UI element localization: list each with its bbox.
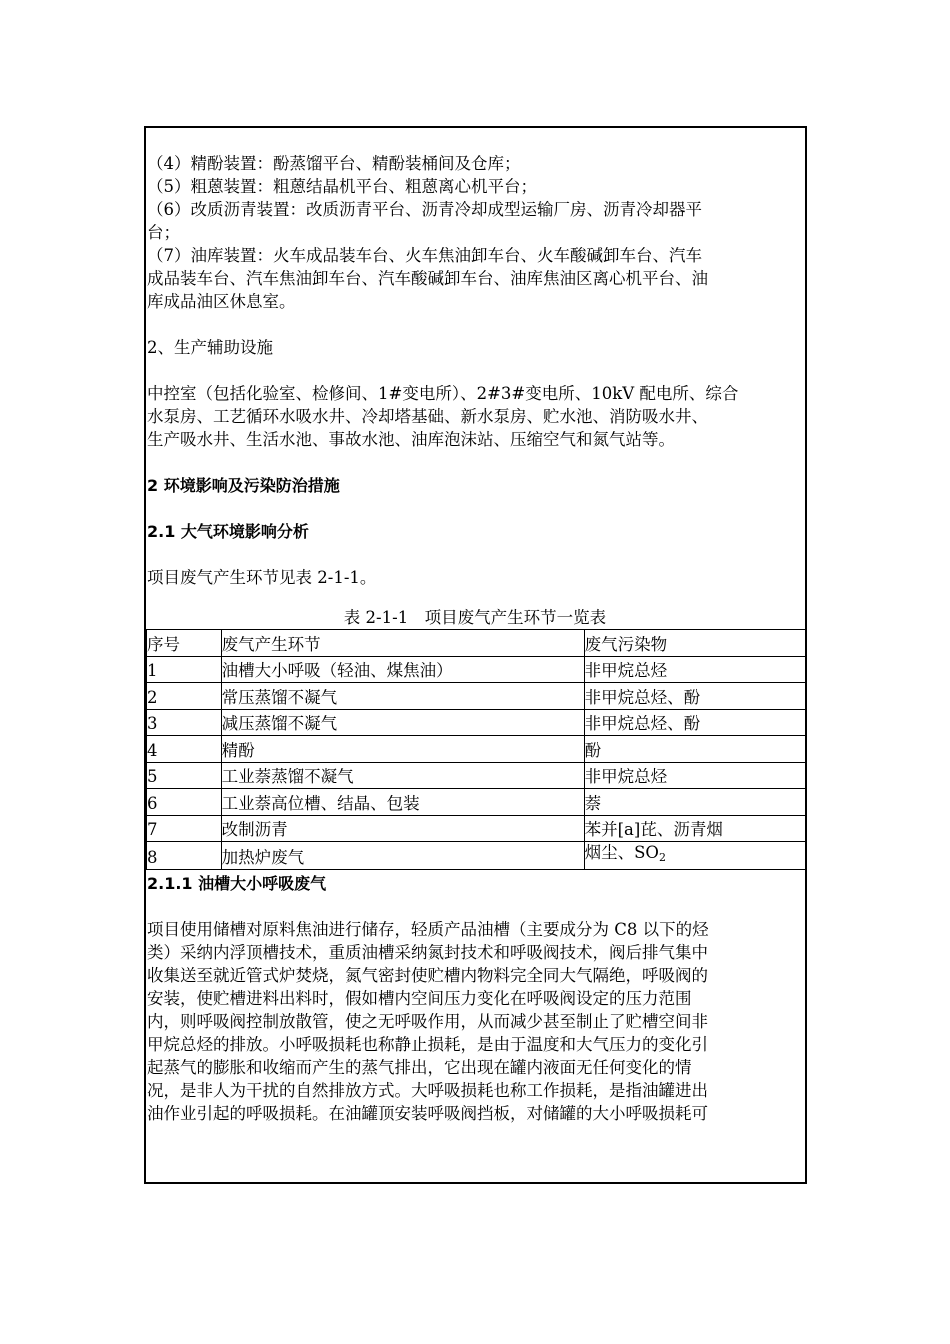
table-row — [147, 762, 806, 789]
aux-facilities-heading: 2、生产辅助设施 — [147, 338, 273, 357]
table-cell: 精酚 — [221, 736, 584, 763]
table-cell: 常压蒸馏不凝气 — [221, 683, 584, 710]
pollutant-text: 烟尘、SO — [584, 843, 659, 862]
paragraph-line: 中控室（包括化验室、检修间、1#变电所）、2#3#变电所、10kV 配电所、综合 — [147, 384, 739, 403]
document-body — [147, 152, 803, 1125]
list-line: 台； — [147, 223, 180, 242]
table-caption: 表 2-1-1 项目废气产生环节一览表 — [343, 608, 607, 627]
list-line: （5）粗蒽装置：粗蒽结晶机平台、粗蒽离心机平台； — [147, 177, 537, 196]
table-cell: 非甲烷总烃、酚 — [584, 709, 805, 736]
table-cell: 加热炉废气 — [221, 842, 584, 870]
table-cell: 6 — [147, 789, 222, 816]
paragraph-line: 类）采纳内浮顶槽技术，重质油槽采纳氮封技术和呼吸阀技术，阀后排气集中 — [147, 943, 708, 962]
table-cell: 1 — [147, 656, 222, 683]
list-line: （4）精酚装置：酚蒸馏平台、精酚装桶间及仓库； — [147, 154, 521, 173]
paragraph-line: 项目使用储槽对原料焦油进行储存，轻质产品油槽（主要成分为 C8 以下的烃 — [147, 920, 709, 939]
table-header-row — [147, 630, 806, 657]
list-line: （6）改质沥青装置：改质沥青平台、沥青冷却成型运输厂房、沥青冷却器平 — [147, 200, 702, 219]
table-row — [147, 815, 806, 842]
table-row — [147, 789, 806, 816]
table-row — [147, 736, 806, 763]
table-cell: 油槽大小呼吸（轻油、煤焦油） — [221, 656, 584, 683]
table-row — [147, 656, 806, 683]
paragraph-line: 水泵房、工艺循环水吸水井、冷却塔基础、新水泵房、贮水池、消防吸水井、 — [147, 407, 708, 426]
body-paragraph — [147, 918, 803, 1125]
table-row — [147, 842, 806, 870]
facility-list — [147, 152, 803, 313]
table-row — [147, 709, 806, 736]
table-cell: 苯并[a]芘、沥青烟 — [584, 815, 805, 842]
table-cell: 萘 — [584, 789, 805, 816]
table-cell: 5 — [147, 762, 222, 789]
table-cell: 非甲烷总烃 — [584, 762, 805, 789]
waste-gas-table — [146, 629, 806, 870]
table-cell: 3 — [147, 709, 222, 736]
list-line: 成品装车台、汽车焦油卸车台、汽车酸碱卸车台、油库焦油区离心机平台、油 — [147, 269, 708, 288]
table-cell: 2 — [147, 683, 222, 710]
table-row — [147, 683, 806, 710]
subsection-heading: 2.1 大气环境影响分析 — [147, 522, 309, 541]
table-cell: 酚 — [584, 736, 805, 763]
table-cell: 工业萘高位槽、结晶、包装 — [221, 789, 584, 816]
paragraph-line: 况，是非人为干扰的自然排放方式。大呼吸损耗也称工作损耗，是指油罐进出 — [147, 1081, 708, 1100]
table-cell: 减压蒸馏不凝气 — [221, 709, 584, 736]
content-frame — [144, 126, 807, 1184]
table-cell: 改制沥青 — [221, 815, 584, 842]
paragraph-line: 油作业引起的呼吸损耗。在油罐顶安装呼吸阀挡板，对储罐的大小呼吸损耗可 — [147, 1104, 708, 1123]
section-heading: 2 环境影响及污染防治措施 — [147, 476, 340, 495]
aux-facilities-text — [147, 382, 803, 451]
header-cell: 废气产生环节 — [221, 630, 584, 657]
table-cell: 非甲烷总烃 — [584, 656, 805, 683]
table-cell: 工业萘蒸馏不凝气 — [221, 762, 584, 789]
paragraph-line: 安装，使贮槽进料出料时，假如槽内空间压力变化在呼吸阀设定的压力范围 — [147, 989, 692, 1008]
table-cell-pollutant — [584, 842, 805, 870]
list-line: 库成品油区休息室。 — [147, 292, 296, 311]
table-cell: 4 — [147, 736, 222, 763]
paragraph-line: 起蒸气的膨胀和收缩而产生的蒸气排出，它出现在罐内液面无任何变化的情 — [147, 1058, 692, 1077]
intro-text: 项目废气产生环节见表 2-1-1。 — [147, 568, 377, 587]
header-cell: 废气污染物 — [584, 630, 805, 657]
paragraph-line: 生产吸水井、生活水池、事故水池、油库泡沫站、压缩空气和氮气站等。 — [147, 430, 675, 449]
table-cell: 8 — [147, 842, 222, 870]
table-cell: 非甲烷总烃、酚 — [584, 683, 805, 710]
paragraph-line: 收集送至就近管式炉焚烧，氮气密封使贮槽内物料完全同大气隔绝，呼吸阀的 — [147, 966, 708, 985]
table-cell: 7 — [147, 815, 222, 842]
paragraph-line: 内，则呼吸阀控制放散管，使之无呼吸作用，从而减少甚至制止了贮槽空间非 — [147, 1012, 708, 1031]
list-line: （7）油库装置：火车成品装车台、火车焦油卸车台、火车酸碱卸车台、汽车 — [147, 246, 702, 265]
paragraph-line: 甲烷总烃的排放。小呼吸损耗也称静止损耗，是由于温度和大气压力的变化引 — [147, 1035, 708, 1054]
subscript: 2 — [658, 851, 666, 864]
sub-subsection-heading: 2.1.1 油槽大小呼吸废气 — [147, 874, 327, 893]
header-cell: 序号 — [147, 630, 222, 657]
